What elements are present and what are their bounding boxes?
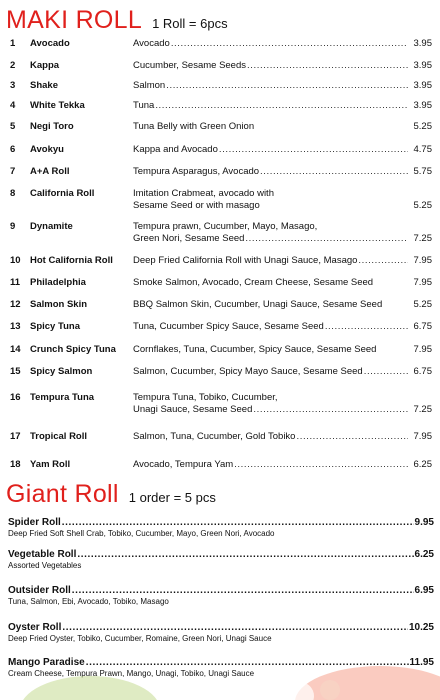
dot-leader (219, 144, 408, 156)
item-number: 17 (10, 431, 21, 442)
item-number: 5 (10, 121, 16, 132)
description-line: BBQ Salmon Skin, Cucumber, Unagi Sauce, Sesame Seed (133, 299, 383, 310)
item-number: 1 (10, 38, 16, 49)
description-line: Avocado (133, 38, 170, 49)
description-line: Salmon (133, 80, 166, 91)
dot-leader (72, 585, 414, 597)
dot-leader (253, 404, 408, 416)
item-name: Oyster Roll (8, 622, 62, 633)
item-name: Avokyu (30, 144, 64, 155)
item-name: California Roll (30, 188, 95, 199)
item-name: Hot California Roll (30, 255, 113, 266)
item-name: Tempura Tuna (30, 392, 95, 403)
description-line: Imitation Crabmeat, avocado with (133, 188, 274, 199)
item-price: 7.95 (413, 255, 432, 266)
item-number: 8 (10, 188, 16, 199)
item-description (133, 392, 409, 416)
item-price: 5.25 (413, 299, 432, 310)
item-description (133, 188, 409, 212)
description-line: Green Nori, Sesame Seed (133, 233, 245, 244)
item-price: 4.75 (413, 144, 432, 155)
item-name: Salmon Skin (30, 299, 88, 310)
dot-leader (62, 517, 414, 529)
description-line: Unagi Sauce, Sesame Seed (133, 404, 253, 415)
dot-leader (171, 38, 408, 50)
giant-roll-title: Giant Roll (6, 480, 119, 508)
item-price: 10.25 (408, 622, 434, 633)
item-name: Kappa (30, 60, 60, 71)
item-price: 7.95 (413, 344, 432, 355)
item-name: Negi Toro (30, 121, 74, 132)
maki-roll-title: MAKI ROLL (6, 6, 143, 34)
dot-leader (62, 622, 408, 634)
dot-leader (358, 255, 408, 267)
item-name: Spicy Tuna (30, 321, 80, 332)
dot-leader (245, 233, 408, 245)
item-number: 2 (10, 60, 16, 71)
item-description (133, 459, 409, 471)
item-price: 7.25 (413, 233, 432, 244)
dot-leader (77, 549, 413, 561)
item-description: Deep Fried Oyster, Tobiko, Cucumber, Romaine, Green Nori, Unagi Sauce (8, 634, 272, 643)
description-line: Deep Fried California Roll with Unagi Sauce, Masago (133, 255, 358, 266)
item-description (133, 121, 409, 133)
description-line: Tempura prawn, Cucumber, Mayo, Masago, (133, 221, 318, 232)
description-line: Tempura Tuna, Tobiko, Cucumber, (133, 392, 278, 403)
giant-item (8, 549, 434, 571)
item-description (133, 366, 409, 378)
description-line: Salmon, Cucumber, Spicy Mayo Sauce, Sesame Seed (133, 366, 363, 377)
description-line: Smoke Salmon, Avocado, Cream Cheese, Sesame Seed (133, 277, 374, 288)
item-name: Yam Roll (30, 459, 71, 470)
giant-item (8, 622, 434, 644)
item-description (133, 80, 409, 92)
item-number: 16 (10, 392, 21, 403)
item-number: 4 (10, 100, 16, 111)
item-description: Deep Fried Soft Shell Crab, Tobiko, Cucumber, Mayo, Green Nori, Avocado (8, 529, 275, 538)
item-description: Tuna, Salmon, Ebi, Avocado, Tobiko, Masago (8, 597, 169, 606)
item-description: Assorted Vegetables (8, 561, 82, 570)
item-price: 6.75 (413, 366, 432, 377)
description-line: Tempura Asparagus, Avocado (133, 166, 260, 177)
item-price: 5.75 (413, 166, 432, 177)
item-name: White Tekka (30, 100, 85, 111)
dot-leader (296, 431, 408, 443)
item-description (133, 431, 409, 443)
item-description (133, 60, 409, 72)
item-price: 7.25 (413, 404, 432, 415)
giant-roll-subtitle: 1 order = 5 pcs (128, 490, 216, 505)
maki-roll-subtitle: 1 Roll = 6pcs (152, 16, 228, 31)
item-number: 18 (10, 459, 21, 470)
item-description (133, 344, 409, 356)
description-line: Avocado, Tempura Yam (133, 459, 234, 470)
item-price: 5.25 (413, 200, 432, 211)
description-line: Cornflakes, Tuna, Cucumber, Spicy Sauce, Sesame Seed (133, 344, 377, 355)
item-name: Spider Roll (8, 517, 61, 528)
item-number: 6 (10, 144, 16, 155)
item-description (133, 321, 409, 333)
item-name: A+A Roll (30, 166, 70, 177)
description-line: Tuna Belly with Green Onion (133, 121, 255, 132)
item-name: Vegetable Roll (8, 549, 77, 560)
item-price: 7.95 (413, 431, 432, 442)
item-name: Avocado (30, 38, 70, 49)
dot-leader (234, 459, 408, 471)
description-line: Cucumber, Sesame Seeds (133, 60, 247, 71)
item-price: 6.25 (413, 459, 432, 470)
giant-item (8, 585, 434, 607)
item-number: 14 (10, 344, 21, 355)
item-price: 9.95 (414, 517, 434, 528)
item-price: 3.95 (413, 38, 432, 49)
giant-item (8, 517, 434, 539)
item-name: Tropical Roll (30, 431, 88, 442)
item-price: 6.95 (414, 585, 434, 596)
item-name: Shake (30, 80, 58, 91)
item-number: 12 (10, 299, 21, 310)
item-price: 3.95 (413, 60, 432, 71)
item-number: 3 (10, 80, 16, 91)
item-price: 11.95 (409, 657, 434, 668)
item-description (133, 221, 409, 245)
description-line: Tuna (133, 100, 155, 111)
item-name: Dynamite (30, 221, 73, 232)
item-description (133, 100, 409, 112)
item-description (133, 166, 409, 178)
dot-leader (155, 100, 408, 112)
giant-roll-header (6, 480, 216, 509)
description-line: Sesame Seed or with masago (133, 200, 260, 211)
description-line: Kappa and Avocado (133, 144, 218, 155)
item-number: 11 (10, 277, 21, 288)
item-description (133, 299, 409, 311)
item-description (133, 38, 409, 50)
item-number: 13 (10, 321, 21, 332)
item-price: 3.95 (413, 100, 432, 111)
item-description (133, 277, 409, 289)
dot-leader (247, 60, 408, 72)
giant-item (8, 657, 434, 679)
item-name: Spicy Salmon (30, 366, 93, 377)
item-price: 6.25 (414, 549, 434, 560)
dot-leader (166, 80, 408, 92)
item-description (133, 144, 409, 156)
item-price: 5.25 (413, 121, 432, 132)
item-number: 9 (10, 221, 16, 232)
dot-leader (325, 321, 408, 333)
item-name: Mango Paradise (8, 657, 85, 668)
item-description: Cream Cheese, Tempura Prawn, Mango, Unagi, Tobiko, Unagi Sauce (8, 669, 255, 678)
dot-leader (86, 657, 409, 669)
item-price: 7.95 (413, 277, 432, 288)
item-price: 6.75 (413, 321, 432, 332)
item-description (133, 255, 409, 267)
item-number: 7 (10, 166, 16, 177)
description-line: Salmon, Tuna, Cucumber, Gold Tobiko (133, 431, 296, 442)
item-price: 3.95 (413, 80, 432, 91)
dot-leader (260, 166, 408, 178)
item-name: Crunch Spicy Tuna (30, 344, 116, 355)
item-number: 15 (10, 366, 21, 377)
description-line: Tuna, Cucumber Spicy Sauce, Sesame Seed (133, 321, 324, 332)
item-name: Outsider Roll (8, 585, 71, 596)
maki-roll-header (6, 6, 228, 35)
item-number: 10 (10, 255, 21, 266)
item-name: Philadelphia (30, 277, 86, 288)
